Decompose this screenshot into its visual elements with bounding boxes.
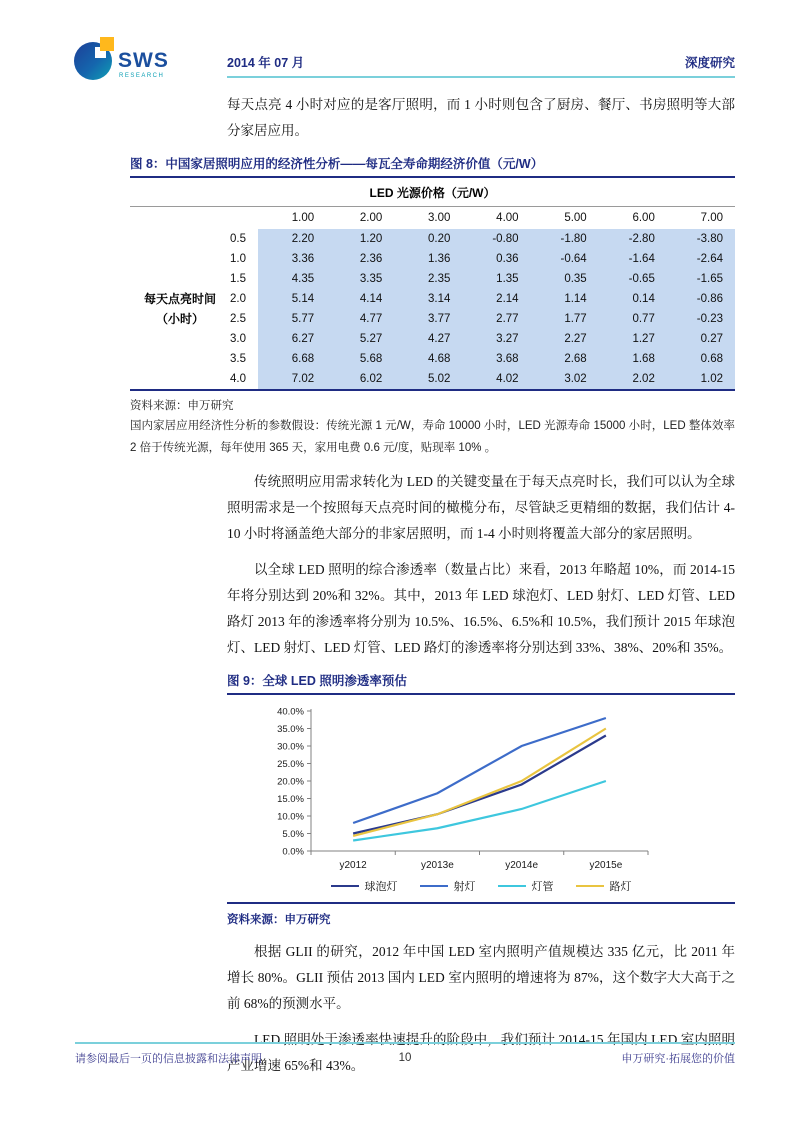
- table-cell: 3.36: [258, 249, 326, 269]
- table-cell: 2.20: [258, 229, 326, 249]
- chart-legend: [227, 878, 735, 894]
- legend-item: [331, 878, 398, 894]
- chart-series-line: [353, 729, 606, 836]
- table-cell: 0.35: [531, 269, 599, 289]
- figure-8-source: 资料来源：申万研究: [130, 400, 234, 412]
- legend-label: 路灯: [609, 881, 632, 893]
- y-axis-tick-label: 0.0%: [282, 846, 304, 858]
- y-axis-tick-label: 30.0%: [277, 741, 304, 753]
- body-paragraph-3: 以全球 LED 照明的综合渗透率（数量占比）来看，2013 年略超 10%，而 2014-15 年将分别达到 20%和 32%。其中，2013 年 LED 球泡灯、LED 射灯、LED 灯管、LED 路灯 2013 年的渗透率将分别为 10.5%、16.5%、6.5%和 10.5%，我们预计 2015 年球泡灯、LED 射灯、LED 灯管、LED 路灯的渗透率将分别达到 33%、38%、20%和 35%。: [227, 562, 735, 655]
- figure-9: [227, 671, 735, 927]
- table-column-header: 3.00: [428, 212, 451, 224]
- table-column-header: 5.00: [564, 212, 587, 224]
- table-row-header: 3.5: [230, 353, 246, 365]
- table-cell: 4.02: [462, 369, 530, 389]
- legend-swatch: [331, 885, 359, 888]
- table-cell: 0.36: [462, 249, 530, 269]
- table-cell: 1.68: [599, 349, 667, 369]
- logo-subtext: RESEARCH: [119, 73, 165, 79]
- table-cell: 2.77: [462, 309, 530, 329]
- body-paragraph-1: 每天点亮 4 小时对应的是客厅照明，而 1 小时则包含了厨房、餐厅、书房照明等大部分家居应用。: [227, 97, 735, 138]
- table-column-header: 1.00: [291, 212, 315, 224]
- table-body: [130, 229, 735, 391]
- table-column-header: 4.00: [496, 212, 519, 224]
- y-axis-tick-label: 5.0%: [282, 829, 304, 840]
- table-cell: -0.65: [599, 269, 667, 289]
- legend-label: 球泡灯: [364, 881, 398, 893]
- table-cell: 3.14: [394, 289, 462, 309]
- page-number: 10: [398, 1052, 412, 1064]
- table-row-group-label: [130, 229, 230, 389]
- legend-item: [498, 878, 554, 894]
- table-cell: -1.80: [531, 229, 599, 249]
- table-cell: -3.80: [667, 229, 735, 249]
- table-cell: -0.86: [667, 289, 735, 309]
- y-axis-tick-label: 20.0%: [277, 776, 304, 788]
- table-cell: 6.68: [258, 349, 326, 369]
- legend-label: 灯管: [531, 881, 554, 893]
- table-cell: 2.14: [462, 289, 530, 309]
- table-cell: 2.02: [599, 369, 667, 389]
- table-cell: 2.35: [394, 269, 462, 289]
- table-cell: 6.02: [326, 369, 394, 389]
- table-cell: 4.77: [326, 309, 394, 329]
- logo-square: [100, 37, 114, 51]
- figure-9-source: 资料来源：申万研究: [227, 914, 331, 926]
- table-row-header: 1.0: [230, 253, 246, 265]
- table-column-header: 7.00: [700, 212, 723, 224]
- body-paragraph-2: 传统照明应用需求转化为 LED 的关键变量在于每天点亮时长，我们可以认为全球照明需求是一个按照每天点亮时间的橄榄分布，尽管缺乏更精细的数据，我们估计 4-10 小时将涵盖绝大部分的非家居照明，而 1-4 小时则将覆盖大部分的家居照明。: [227, 474, 735, 541]
- page-footer: [75, 1042, 735, 1066]
- page-header: [227, 36, 735, 78]
- table-cell: 0.27: [667, 329, 735, 349]
- table-row-header: 1.5: [230, 273, 246, 285]
- table-cell: 1.77: [531, 309, 599, 329]
- line-chart: [227, 695, 735, 894]
- table-cell: 3.35: [326, 269, 394, 289]
- table-cell: -2.64: [667, 249, 735, 269]
- table-cell: 1.36: [394, 249, 462, 269]
- table-cell: -1.64: [599, 249, 667, 269]
- y-axis-tick-label: 35.0%: [277, 724, 304, 735]
- table-cell: -0.23: [667, 309, 735, 329]
- table-cell: 5.68: [326, 349, 394, 369]
- table-cell: 4.68: [394, 349, 462, 369]
- table-cell: -0.64: [531, 249, 599, 269]
- logo-text: SWS: [118, 49, 169, 72]
- table-cell: -0.80: [462, 229, 530, 249]
- figure-8-title: 图 8：中国家居照明应用的经济性分析——每瓦全寿命期经济价值（元/W）: [130, 154, 735, 178]
- figure-9-title: 图 9：全球 LED 照明渗透率预估: [227, 671, 735, 695]
- table-header-row: [130, 207, 735, 229]
- legend-swatch: [498, 885, 526, 888]
- body-paragraph-5: LED 照明处于渗透率快速提升的阶段中，我们预计 2014-15 年国内 LED 室内照明产业增速 65%和 43%。: [227, 1032, 735, 1073]
- report-date: 2014 年 07 月: [227, 56, 305, 70]
- row-group-label-line1: 每天点亮时间: [143, 292, 216, 306]
- x-axis-tick-label: y2012: [339, 860, 367, 871]
- footer-disclaimer: 请参阅最后一页的信息披露和法律声明: [75, 1053, 262, 1065]
- table-cell: 0.68: [667, 349, 735, 369]
- table-cell: 1.20: [326, 229, 394, 249]
- table-cell: 3.77: [394, 309, 462, 329]
- table-cell: 4.35: [258, 269, 326, 289]
- x-axis-tick-label: y2014e: [505, 860, 539, 871]
- table-cell: 1.35: [462, 269, 530, 289]
- chart-plot-area: [227, 701, 735, 873]
- table-cell: 5.27: [326, 329, 394, 349]
- legend-item: [576, 878, 632, 894]
- table-cell: 3.02: [531, 369, 599, 389]
- y-axis-tick-label: 25.0%: [277, 759, 304, 770]
- table-cell: 2.27: [531, 329, 599, 349]
- main-content: [130, 92, 735, 1079]
- table-cell: 6.27: [258, 329, 326, 349]
- chart-series-line: [353, 718, 606, 823]
- footer-brand: 申万研究·拓展您的价值: [621, 1053, 736, 1065]
- table-cell: 5.14: [258, 289, 326, 309]
- table-cell: 5.77: [258, 309, 326, 329]
- table-cell: 7.02: [258, 369, 326, 389]
- report-type: 深度研究: [684, 56, 735, 70]
- legend-label: 射灯: [453, 881, 476, 893]
- table-cell: 1.27: [599, 329, 667, 349]
- figure-8: [130, 154, 735, 459]
- table-cell: 3.68: [462, 349, 530, 369]
- table-cell: -1.65: [667, 269, 735, 289]
- table-cell: 1.02: [667, 369, 735, 389]
- table-column-header: 2.00: [359, 212, 383, 224]
- table-cell: 0.14: [599, 289, 667, 309]
- table-cell: 3.27: [462, 329, 530, 349]
- legend-swatch: [420, 885, 448, 888]
- body-paragraph-4: 根据 GLII 的研究，2012 年中国 LED 室内照明产值规模达 335 亿元，比 2011 年增长 80%。GLII 预估 2013 国内 LED 室内照明的增速将为 87%，这个数字大大高于之前 68%的预测水平。: [227, 944, 735, 1011]
- table-cell: -2.80: [599, 229, 667, 249]
- table-row-header: 0.5: [230, 233, 246, 245]
- table-cell: 2.36: [326, 249, 394, 269]
- row-group-label-line2: （小时）: [155, 312, 204, 326]
- table-column-header: 6.00: [632, 212, 655, 224]
- y-axis-tick-label: 15.0%: [277, 794, 304, 805]
- table-cell: 2.68: [531, 349, 599, 369]
- legend-item: [420, 878, 476, 894]
- table-row-header: 4.0: [230, 373, 246, 385]
- table-row-header: 2.0: [230, 293, 246, 305]
- table-cell: 0.77: [599, 309, 667, 329]
- x-axis-tick-label: y2015e: [589, 860, 623, 871]
- y-axis-tick-label: 10.0%: [277, 811, 304, 823]
- y-axis-tick-label: 40.0%: [277, 706, 304, 718]
- figure-8-note: 国内家居应用经济性分析的参数假设：传统光源 1 元/W，寿命 10000 小时，LED 光源寿命 15000 小时，LED 整体效率 2 倍于传统光源，每年使用 365 天，家用电费 0.6 元/度，贴现率 10% 。: [130, 420, 735, 454]
- table-cell: 1.14: [531, 289, 599, 309]
- sws-logo-icon: [72, 34, 176, 87]
- table-cell: 4.14: [326, 289, 394, 309]
- table-column-group-header: LED 光源价格（元/W）: [130, 178, 735, 207]
- table-cell: 0.20: [394, 229, 462, 249]
- table-header-spacer: [130, 207, 258, 229]
- table-cell: 5.02: [394, 369, 462, 389]
- table-row-header: 2.5: [230, 313, 246, 325]
- x-axis-tick-label: y2013e: [420, 860, 454, 871]
- legend-swatch: [576, 885, 604, 888]
- table-cell: 4.27: [394, 329, 462, 349]
- table-row-header: 3.0: [230, 333, 246, 345]
